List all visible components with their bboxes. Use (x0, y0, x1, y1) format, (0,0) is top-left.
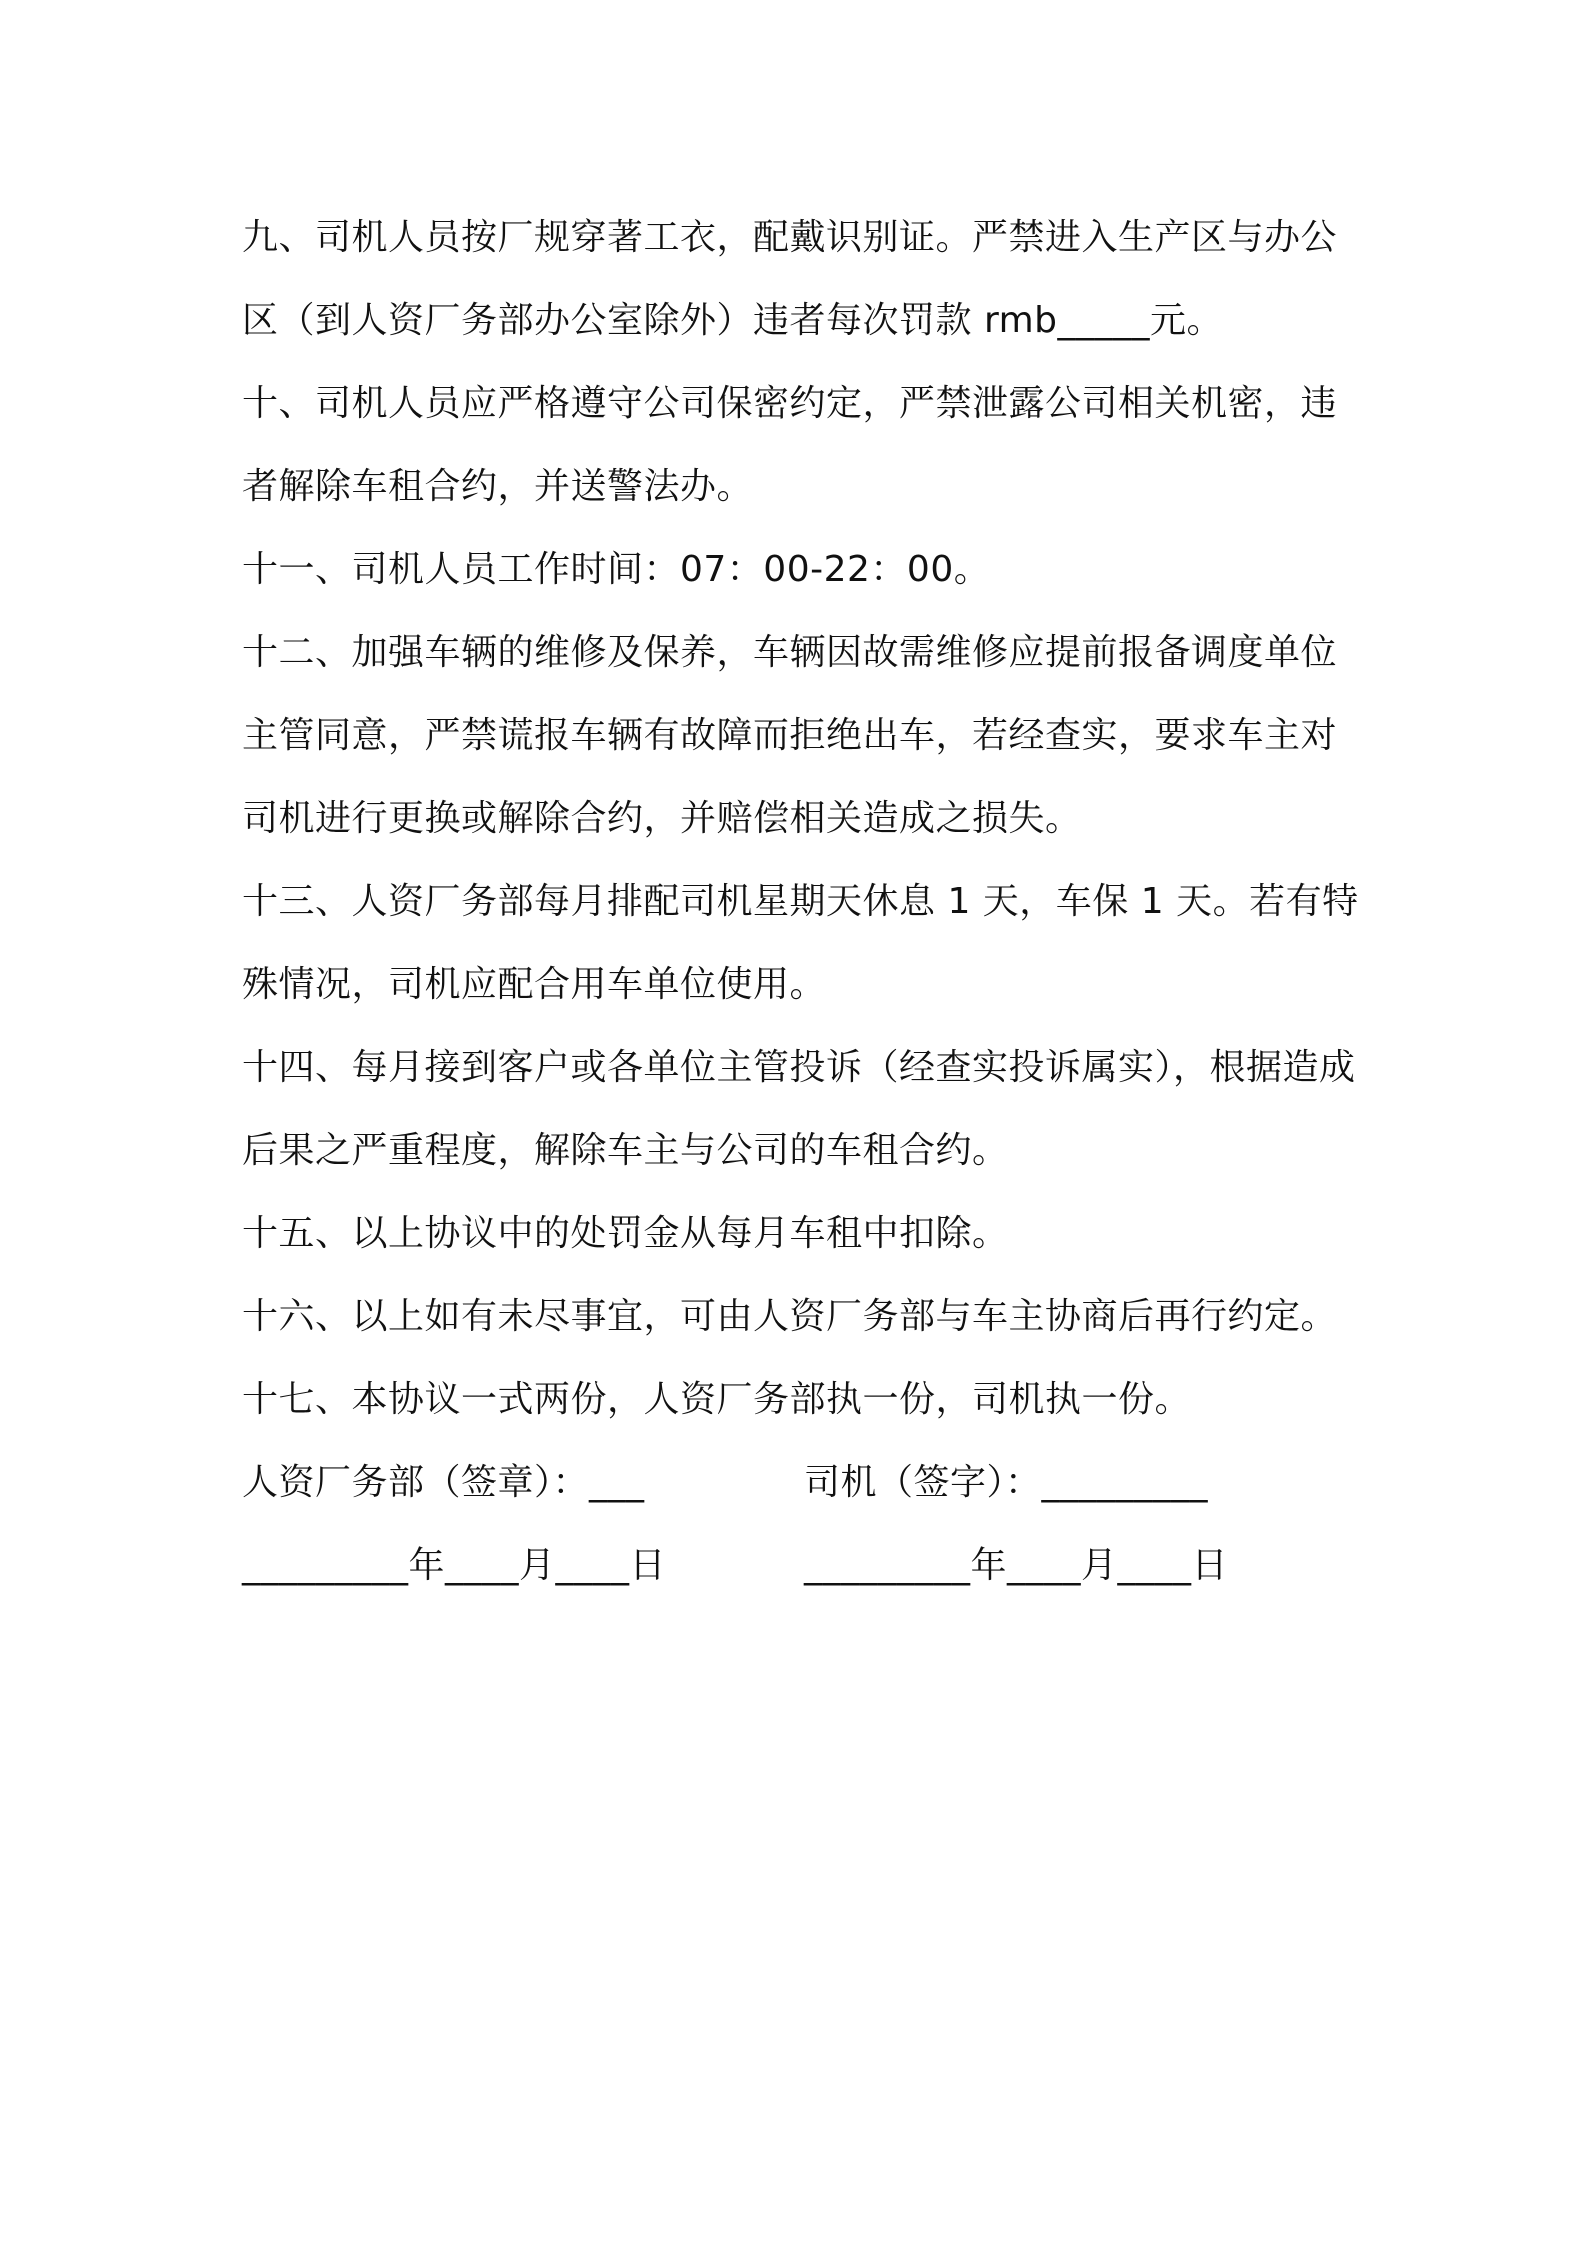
document-body (242, 196, 1362, 1607)
clause-14: 十四、每月接到客户或各单位主管投诉（经查实投诉属实），根据造成后果之严重程度，解除车主与公司的车租合约。 (242, 1047, 1356, 1171)
clause-12: 十二、加强车辆的维修及保养，车辆因故需维修应提前报备调度单位主管同意，严禁谎报车辆有故障而拒绝出车，若经查实，要求车主对司机进行更换或解除合约，并赔偿相关造成之损失。 (242, 632, 1338, 839)
driver-signature-label: 司机（签字）：_________ (804, 1462, 1209, 1503)
clause-11: 十一、司机人员工作时间：07：00-22：00。 (242, 549, 991, 590)
clause-15: 十五、以上协议中的处罚金从每月车租中扣除。 (242, 1213, 1009, 1254)
signature-row (242, 1441, 1362, 1524)
clause-9: 九、司机人员按厂规穿著工衣，配戴识别证。严禁进入生产区与办公区（到人资厂务部办公室除外）违者每次罚款 rmb_____元。 (242, 217, 1338, 341)
date-row (242, 1524, 1362, 1607)
clause-13: 十三、人资厂务部每月排配司机星期天休息 1 天，车保 1 天。若有特殊情况，司机应配合用车单位使用。 (242, 881, 1359, 1005)
clause-10: 十、司机人员应严格遵守公司保密约定，严禁泄露公司相关机密，违者解除车租合约，并送警法办。 (242, 383, 1338, 507)
clause-16: 十六、以上如有未尽事宜，可由人资厂务部与车主协商后再行约定。 (242, 1296, 1338, 1337)
driver-date-line: _________年____月____日 (804, 1545, 1228, 1586)
hr-signature-label: 人资厂务部（签章）：___ (242, 1462, 645, 1503)
hr-date-line: _________年____月____日 (242, 1545, 666, 1586)
clause-17: 十七、本协议一式两份，人资厂务部执一份，司机执一份。 (242, 1379, 1192, 1420)
